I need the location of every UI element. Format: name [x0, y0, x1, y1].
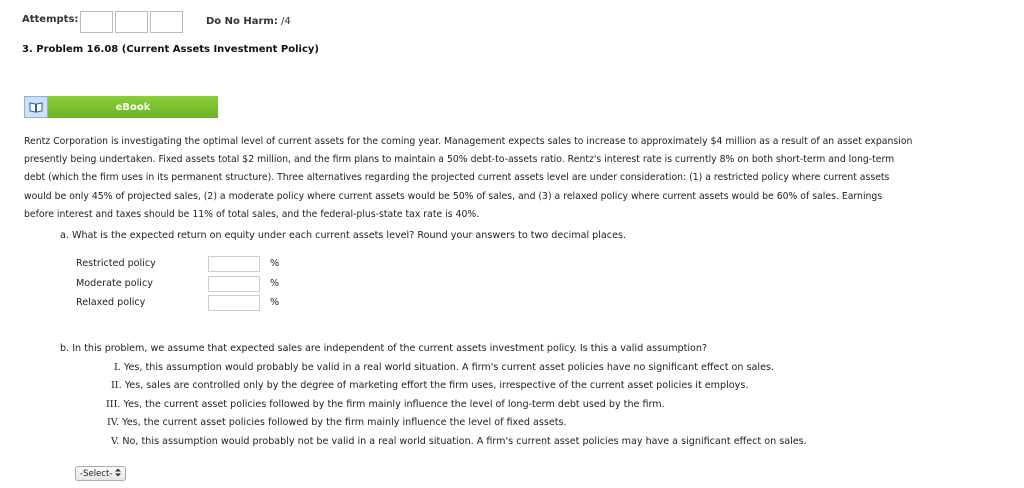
attempt-box — [80, 11, 113, 33]
option-number: I. — [114, 362, 121, 373]
description-line: debt (which the firm uses in its permanent structure). Three alternatives regarding the projected current assets level are under consideration: (1) a restricted policy where current assets — [24, 172, 890, 184]
ebook-label: eBook — [48, 96, 218, 118]
description-line: Rentz Corporation is investigating the optimal level of current assets for the coming year. Management expects sales to increase to approximately $4 million as a result of an asset expansion — [24, 136, 913, 147]
percent-unit: % — [270, 297, 280, 308]
relaxed-policy-label: Relaxed policy — [76, 297, 146, 308]
question-a: a. What is the expected return on equity under each current assets level? Round your answers to two decimal places. — [60, 230, 627, 241]
option-text: Yes, the current asset policies followed by the firm mainly influence the level of fixed assets. — [122, 417, 567, 428]
restricted-policy-input[interactable] — [208, 256, 260, 272]
description-line: would be only 45% of projected sales, (2) a moderate policy where current assets would be 50% of sales, and (3) a relaxed policy where current assets would be 60% of sales. Earnings — [24, 190, 883, 202]
relaxed-policy-input[interactable] — [208, 295, 260, 311]
question-b: b. In this problem, we assume that expected sales are independent of the current assets investment policy. Is this a valid assumption? — [60, 343, 708, 354]
attempt-boxes — [80, 11, 185, 33]
problem-description — [24, 133, 1009, 224]
option-3 — [106, 399, 665, 410]
option-5 — [111, 436, 807, 447]
option-text: Yes, the current asset policies followed by the firm mainly influence the level of long-term debt used by the firm. — [123, 399, 665, 410]
option-number: III. — [106, 399, 121, 410]
select-value: -Select- — [80, 468, 113, 479]
do-no-harm-score: /4 — [281, 16, 291, 27]
option-number: IV. — [107, 417, 120, 428]
option-number: II. — [111, 380, 122, 391]
option-text: No, this assumption would probably not be valid in a real world situation. A firm's current asset policies may have a significant effect on sales. — [122, 436, 807, 447]
option-number: V. — [111, 436, 120, 447]
description-line: presently being undertaken. Fixed assets total $2 million, and the firm plans to maintain a 50% debt-to-assets ratio. Rentz's interest rate is currently 8% on both short-term and long-term — [24, 154, 895, 166]
option-1 — [114, 362, 774, 373]
attempt-box — [150, 11, 183, 33]
do-no-harm-label: Do No Harm: — [206, 16, 278, 27]
attempts-label: Attempts: — [22, 14, 79, 25]
do-no-harm — [206, 16, 291, 27]
percent-unit: % — [270, 278, 280, 289]
answer-select[interactable] — [75, 466, 126, 481]
option-2 — [111, 380, 748, 391]
restricted-policy-label: Restricted policy — [76, 258, 156, 269]
moderate-policy-label: Moderate policy — [76, 278, 153, 289]
book-icon — [24, 96, 48, 118]
problem-title: 3. Problem 16.08 (Current Assets Investment Policy) — [22, 44, 319, 55]
option-text: Yes, this assumption would probably be valid in a real world situation. A firm's current asset policies have no significant effect on sales. — [123, 362, 775, 373]
ebook-button[interactable] — [24, 96, 218, 118]
attempt-box — [115, 11, 148, 33]
option-4 — [107, 417, 567, 428]
percent-unit: % — [270, 258, 280, 269]
moderate-policy-input[interactable] — [208, 276, 260, 292]
option-text: Yes, sales are controlled only by the degree of marketing effort the firm uses, irrespective of the current asset policies it employs. — [124, 380, 749, 391]
select-arrows-icon — [115, 468, 121, 480]
description-line: before interest and taxes should be 11% of total sales, and the federal-plus-state tax rate is 40%. — [24, 208, 480, 220]
